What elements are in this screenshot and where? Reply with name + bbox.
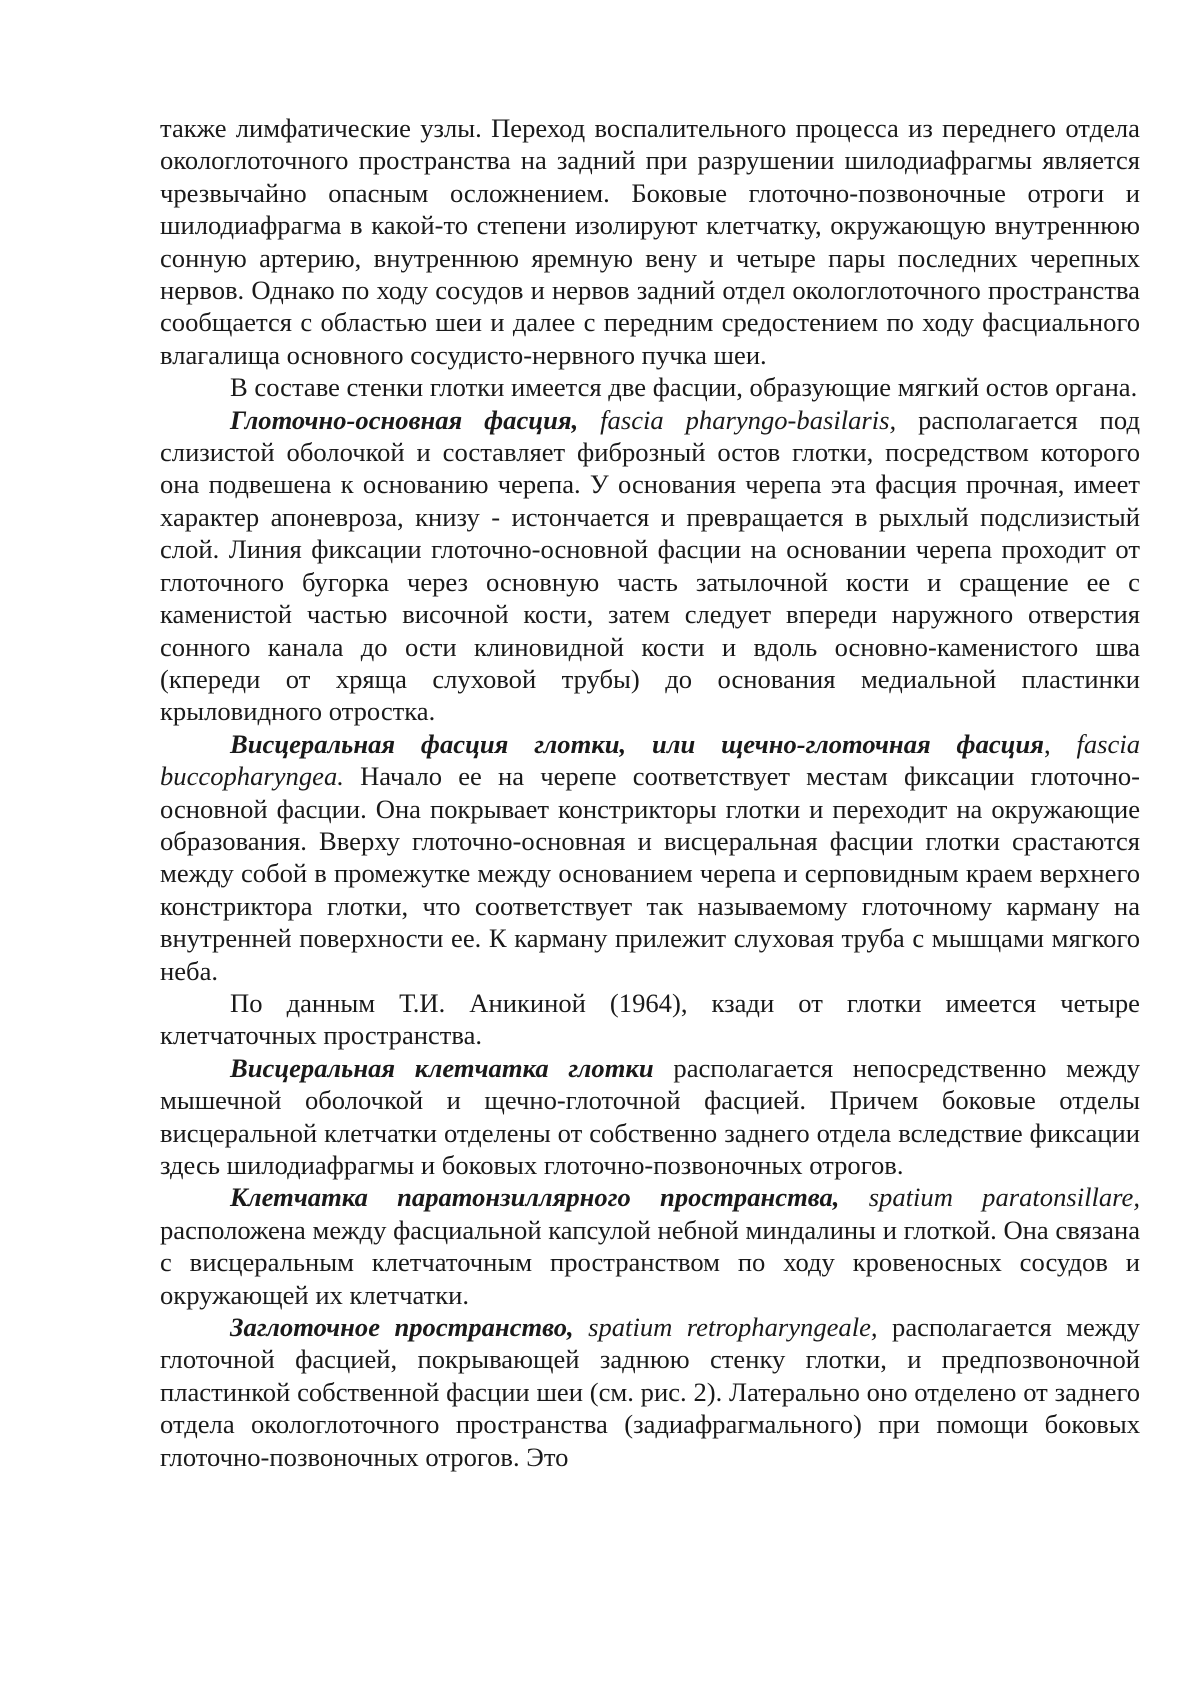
- term-heading: Висцеральная клетчатка глотки: [230, 1052, 654, 1083]
- paragraph-text: По данным Т.И. Аникиной (1964), кзади от глотки имеется четыре клетчаточных пространства.: [160, 987, 1140, 1051]
- paragraph-paratonsillar-space: [160, 1181, 1140, 1311]
- term-heading: Висцеральная фасция глотки, или щечно-глоточная фасция: [230, 728, 1044, 759]
- term-heading: Клетчатка паратонзиллярного пространства,: [230, 1182, 840, 1213]
- paragraph-retropharyngeal-space: [160, 1311, 1140, 1473]
- latin-term: fascia buccopharyngea.: [160, 728, 1141, 792]
- paragraph-anikina-data: [160, 987, 1140, 1052]
- paragraph-pharyngobasilar-fascia: [160, 404, 1140, 728]
- paragraph-text: располагается непосредственно между мышечной оболочкой и щечно-глоточной фасцией. Причем боковые отделы висцеральной клетчатки отделены от собственно заднего отдела вследствие фиксации здесь шилодиафрагмы и боковых глоточно-позвоночных отрогов.: [160, 1052, 1140, 1180]
- paragraph-text: располагается между глоточной фасцией, покрывающей заднюю стенку глотки, и предпозвоночной пластинкой собственной фасции шеи (см. рис. 2). Латерально оно отделено от заднего отдела окологлоточного пространства (задиафрагмального) при помощи боковых глоточно-позвоночных отрогов. Это: [160, 1312, 1140, 1472]
- term-heading: Глоточно-основная фасция,: [230, 404, 579, 435]
- paragraph-text: располагается под слизистой оболочкой и составляет фиброзный остов глотки, посредством которого она подвешена к основанию черепа. У основания черепа эта фасция прочная, имеет характер апоневроза, книзу - истончается и превращается в рыхлый подслизистый слой. Линия фиксации глоточно-основной фасции на основании черепа проходит от глоточного бугорка через основную часть затылочной кости и сращение ее с каменистой частью височной кости, затем следует впереди наружного отверстия сонного канала до ости клиновидной кости и вдоль основно-каменистого шва (кпереди от хряща слуховой трубы) до основания медиальной пластинки крыловидного отростка.: [160, 404, 1140, 727]
- term-heading: Заглоточное пространство,: [230, 1312, 574, 1343]
- term-separator: ,: [1043, 728, 1051, 759]
- paragraph-text: расположена между фасциальной капсулой небной миндалины и глоткой. Она связана с висцеральным клетчаточным пространством по ходу кровеносных сосудов и окружающей их клетчатки.: [160, 1214, 1140, 1310]
- latin-term: spatium paratonsillare,: [868, 1182, 1140, 1213]
- paragraph-text: В составе стенки глотки имеется две фасции, образующие мягкий остов органа.: [230, 372, 1138, 403]
- latin-term: fascia pharyngo-basilaris,: [600, 404, 897, 435]
- paragraph-two-fascias: [160, 371, 1140, 403]
- paragraph-lymph-nodes: [160, 112, 1140, 371]
- latin-term: spatium retropharyngeale,: [588, 1312, 878, 1343]
- paragraph-text: Начало ее на черепе соответствует местам фиксации глоточно-основной фасции. Она покрывает констрикторы глотки и переходит на окружающие образования. Вверху глоточно-основная и висцеральная фасции глотки срастаются между собой в промежутке между основанием черепа и серповидным краем верхнего констриктора глотки, что соответствует так называемому глоточному карману на внутренней поверхности ее. К карману прилежит слуховая труба с мышцами мягкого неба.: [160, 761, 1141, 986]
- paragraph-text: также лимфатические узлы. Переход воспалительного процесса из переднего отдела окологлоточного пространства на задний при разрушении шилодиафрагмы является чрезвычайно опасным осложнением. Боковые глоточно-позвоночные отроги и шилодиафрагма в какой-то степени изолируют клетчатку, окружающую внутреннюю сонную артерию, внутреннюю яремную вену и четыре пары последних черепных нервов. Однако по ходу сосудов и нервов задний отдел окологлоточного пространства сообщается с областью шеи и далее с передним средостением по ходу фасциального влагалища основного сосудисто-нервного пучка шеи.: [160, 113, 1140, 370]
- document-page: [160, 112, 1140, 1473]
- paragraph-buccopharyngeal-fascia: [160, 728, 1140, 987]
- paragraph-visceral-tissue: [160, 1052, 1140, 1182]
